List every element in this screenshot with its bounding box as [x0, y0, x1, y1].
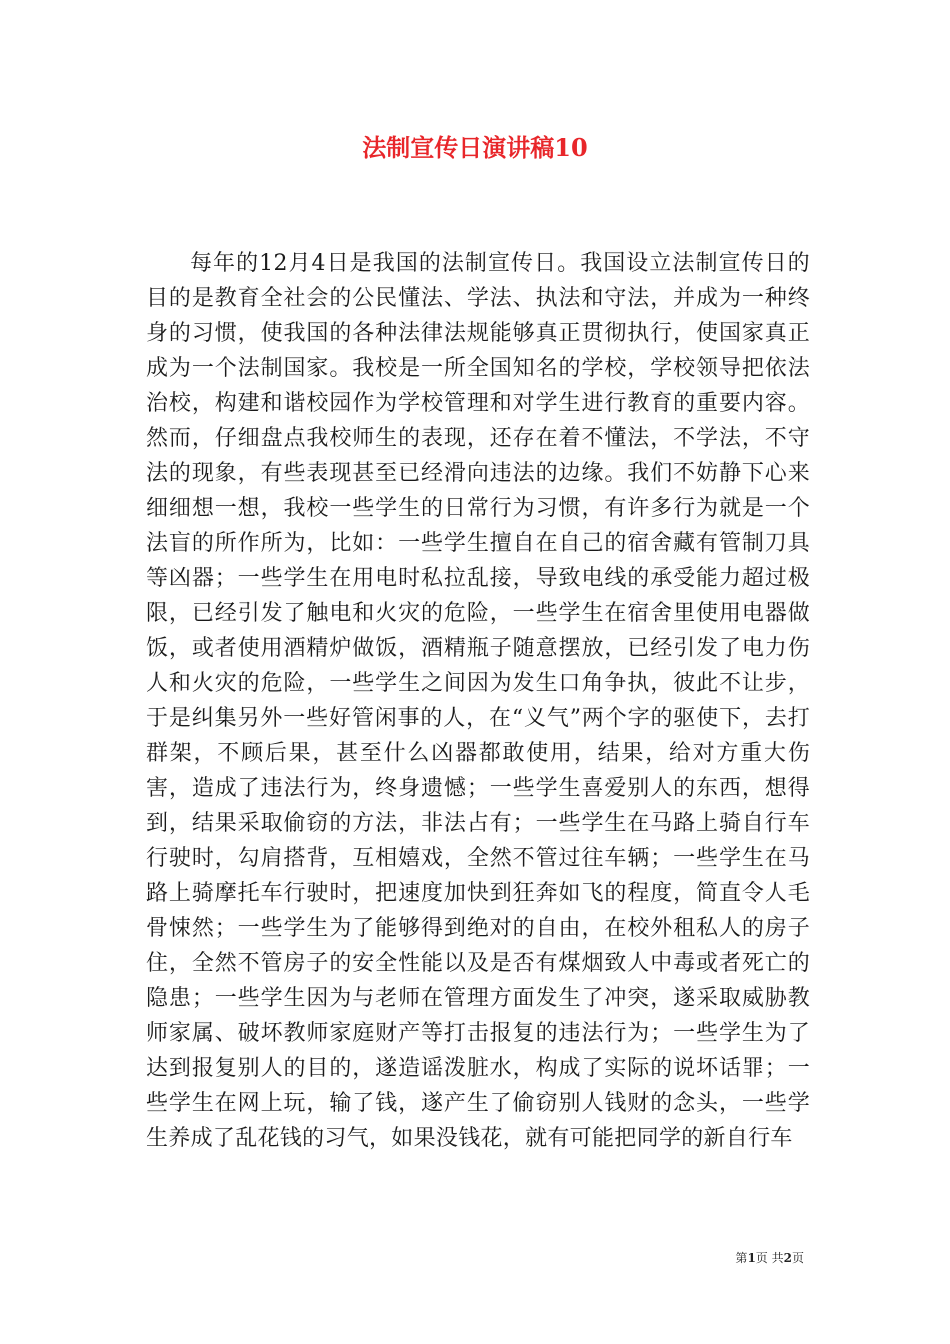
- page-number-middle: 页 共: [755, 1251, 784, 1265]
- body-paragraph: 每年的12月4日是我国的法制宣传日。我国设立法制宣传日的目的是教育全社会的公民懂法、学法、执法和守法，并成为一种终身的习惯，使我国的各种法律法规能够真正贯彻执行，使国家真正成为一个法制国家。我校是一所全国知名的学校，学校领导把依法治校，构建和谐校园作为学校管理和对学生进行教育的重要内容。然而，仔细盘点我校师生的表现，还存在着不懂法，不学法，不守法的现象，有些表现甚至已经滑向违法的边缘。我们不妨静下心来细细想一想，我校一些学生的日常行为习惯，有许多行为就是一个法盲的所作所为，比如：一些学生擅自在自己的宿舍藏有管制刀具等凶器；一些学生在用电时私拉乱接，导致电线的承受能力超过极限，已经引发了触电和火灾的危险，一些学生在宿舍里使用电器做饭，或者使用酒精炉做饭，酒精瓶子随意摆放，已经引发了电力伤人和火灾的危险，一些学生之间因为发生口角争执，彼此不让步，于是纠集另外一些好管闲事的人，在“义气”两个字的驱使下，去打群架，不顾后果，甚至什么凶器都敢使用，结果，给对方重大伤害，造成了违法行为，终身遗憾；一些学生喜爱别人的东西，想得到，结果采取偷窃的方法，非法占有；一些学生在马路上骑自行车行驶时，勾肩搭背，互相嬉戏，全然不管过往车辆；一些学生在马路上骑摩托车行驶时，把速度加快到狂奔如飞的程度，简直令人毛骨悚然；一些学生为了能够得到绝对的自由，在校外租私人的房子住，全然不管房子的安全性能以及是否有煤烟致人中毒或者死亡的隐患；一些学生因为与老师在管理方面发生了冲突，遂采取威胁教师家属、破坏教师家庭财产等打击报复的违法行为；一些学生为了达到报复别人的目的，遂造谣泼脏水，构成了实际的说坏话罪；一些学生在网上玩，输了钱，遂产生了偷窃别人钱财的念头，一些学生养成了乱花钱的习气，如果没钱花，就有可能把同学的新自行车: [146, 251, 810, 1151]
- document-title: 法制宣传日演讲稿10: [362, 133, 588, 162]
- total-pages: 2: [783, 1251, 792, 1265]
- page-number-suffix: 页: [791, 1251, 804, 1265]
- current-page: 1: [747, 1251, 756, 1265]
- page-number-prefix: 第: [735, 1251, 748, 1265]
- page-number: [0, 1250, 804, 1266]
